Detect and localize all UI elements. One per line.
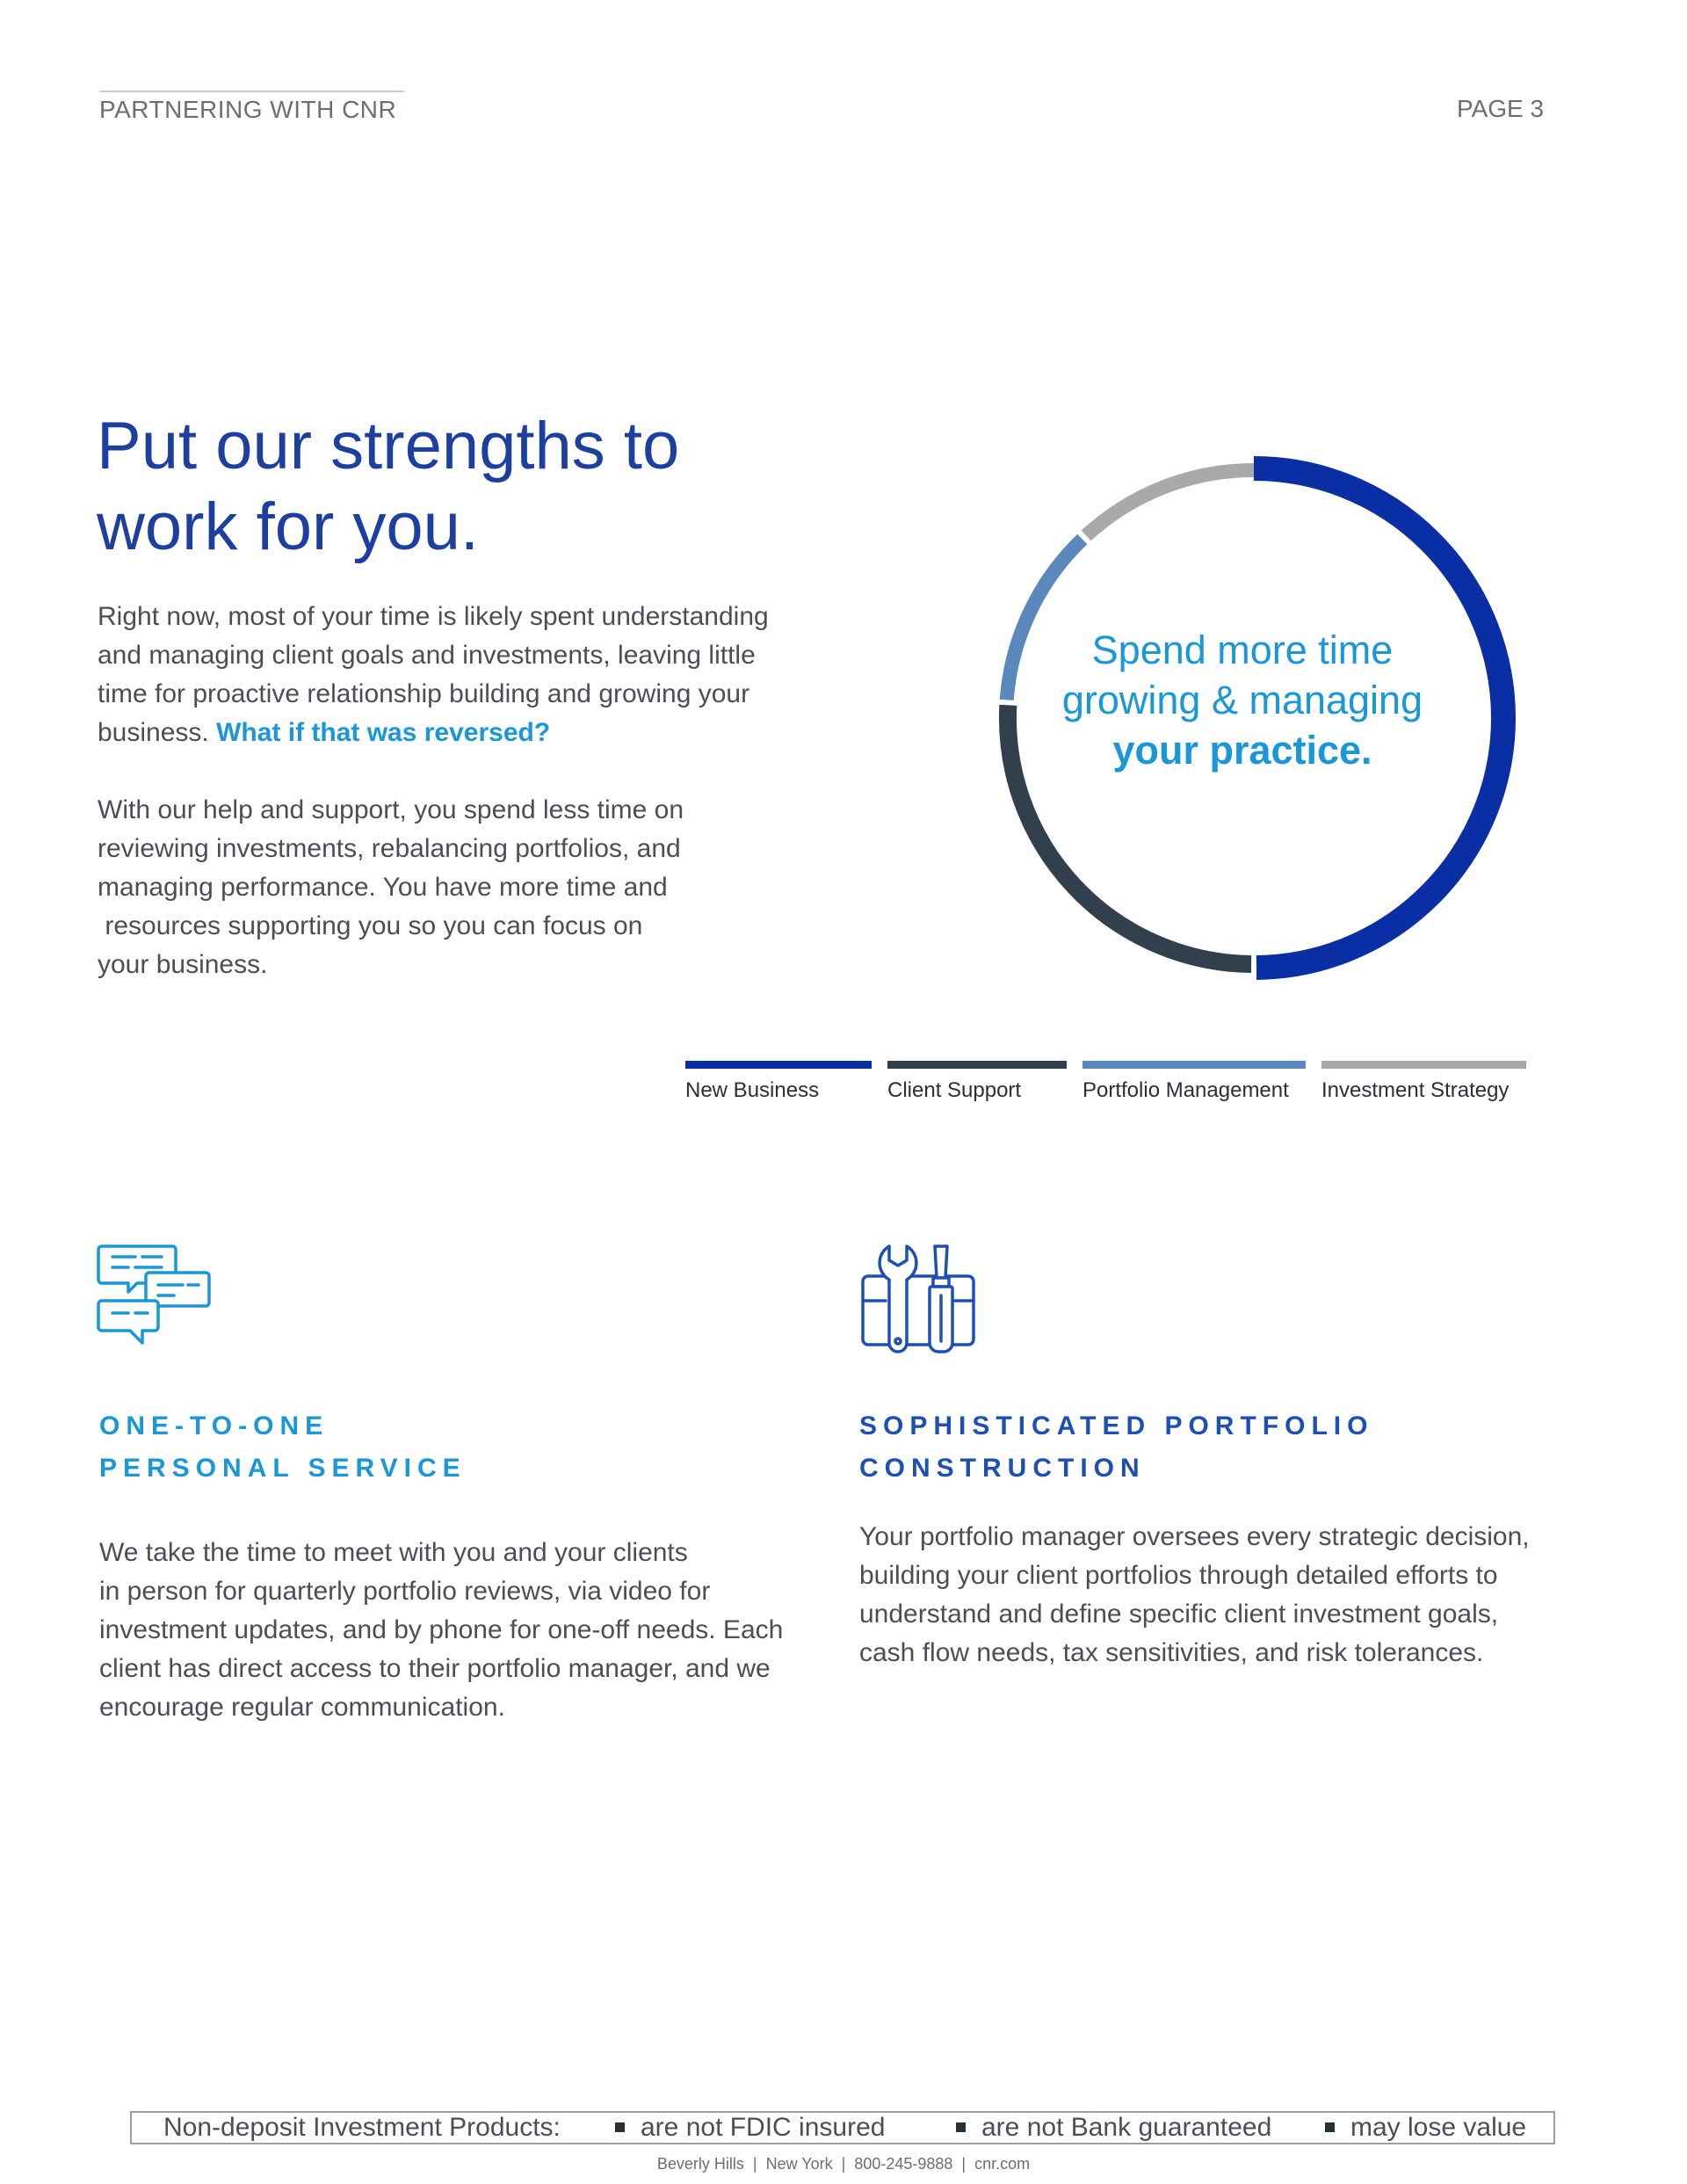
service-text-personal: [99, 1534, 837, 1727]
legend-item-new-business: [685, 1061, 872, 1103]
bullet-square-icon: [956, 2122, 966, 2132]
service-title-line: ONE-TO-ONE: [99, 1411, 329, 1440]
chat-bubbles-icon: [97, 1243, 213, 1350]
donut-center-line-2: growing & managing: [1061, 678, 1423, 722]
legend-item-portfolio-management: [1082, 1061, 1306, 1103]
intro-paragraph-1: [98, 598, 844, 752]
service-text-line: Your portfolio manager oversees every strategic decision,: [859, 1522, 1530, 1551]
footer-contact: Beverly Hills | New York | 800-245-9888 | cnr.com: [656, 2155, 1031, 2173]
disclaimer-item: [615, 2113, 885, 2143]
legend-swatch: [1321, 1061, 1526, 1069]
donut-center-line-3: your practice.: [1112, 728, 1372, 773]
legend-label: Investment Strategy: [1321, 1078, 1510, 1102]
service-text-line: in person for quarterly portfolio reviews, via video for: [99, 1577, 711, 1606]
legend-item-client-support: [887, 1061, 1067, 1103]
legend-swatch: [685, 1061, 872, 1069]
disclaimer-item: [1325, 2113, 1526, 2143]
intro-line: and managing client goals and investments, leaving little: [98, 641, 756, 670]
headline-line-1: Put our strengths to: [97, 409, 680, 483]
service-text-line: client has direct access to their portfolio manager, and we: [99, 1654, 771, 1683]
legend-swatch: [887, 1061, 1067, 1069]
service-title-line: SOPHISTICATED PORTFOLIO: [859, 1411, 1374, 1440]
service-title-line: PERSONAL SERVICE: [99, 1454, 467, 1483]
intro-line: time for proactive relationship building and growing your: [98, 679, 750, 708]
bullet-square-icon: [1325, 2122, 1335, 2132]
service-title-line: CONSTRUCTION: [859, 1454, 1146, 1483]
intro-paragraph-2: [98, 791, 800, 984]
legend-swatch: [1082, 1061, 1306, 1069]
intro-line: managing performance. You have more time and: [98, 873, 668, 902]
toolbox-wrench-screwdriver-icon: [859, 1243, 977, 1357]
section-header: PARTNERING WITH CNR: [99, 91, 404, 124]
legend-item-investment-strategy: [1321, 1061, 1526, 1103]
service-text-line: encourage regular communication.: [99, 1693, 505, 1722]
service-text-line: understand and define specific client investment goals,: [859, 1600, 1499, 1629]
legend-label: Client Support: [887, 1078, 1022, 1102]
disclaimer-item: [956, 2113, 1271, 2143]
service-text-line: investment updates, and by phone for one-off needs. Each: [99, 1615, 784, 1644]
legend-label: New Business: [685, 1078, 820, 1102]
page-headline: [97, 406, 887, 568]
intro-highlight: What if that was reversed?: [216, 718, 551, 747]
donut-segment-investment-strategy: [1086, 470, 1254, 535]
disclaimer-label: Non-deposit Investment Products:: [163, 2113, 561, 2142]
bullet-square-icon: [615, 2122, 625, 2132]
chart-legend: [685, 1061, 1529, 1114]
headline-line-2: work for you.: [97, 490, 480, 564]
donut-segment-portfolio-management: [1007, 539, 1082, 700]
intro-line: Right now, most of your time is likely spent understanding: [98, 602, 769, 631]
intro-line: your business.: [98, 950, 268, 979]
page-number: PAGE 3: [1457, 95, 1545, 122]
service-title-portfolio: [859, 1405, 1373, 1490]
disclaimer-item-text: may lose value: [1350, 2113, 1527, 2142]
intro-line: resources supporting you so you can focus on: [98, 911, 643, 940]
service-text-line: building your client portfolios through detailed efforts to: [859, 1561, 1498, 1590]
disclaimer-box: [130, 2111, 1555, 2144]
service-text-portfolio: [859, 1518, 1624, 1672]
donut-center-line-1: Spend more time: [1091, 628, 1394, 672]
time-allocation-donut-chart: [975, 439, 1538, 1002]
intro-line: reviewing investments, rebalancing portfolios, and: [98, 834, 681, 863]
intro-line: business.: [98, 718, 217, 747]
service-text-line: cash flow needs, tax sensitivities, and risk tolerances.: [859, 1638, 1484, 1667]
legend-label: Portfolio Management: [1082, 1078, 1289, 1102]
disclaimer-item-text: are not Bank guaranteed: [981, 2113, 1272, 2142]
service-title-personal: [99, 1405, 467, 1490]
disclaimer-item-text: are not FDIC insured: [641, 2113, 886, 2142]
service-text-line: We take the time to meet with you and your clients: [99, 1538, 688, 1567]
intro-line: With our help and support, you spend less time on: [98, 795, 684, 824]
